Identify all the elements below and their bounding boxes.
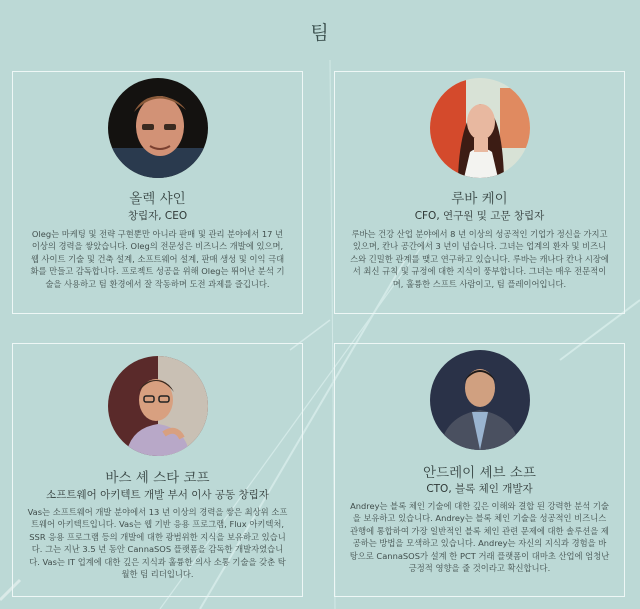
member-bio: Oleg는 마케팅 및 전략 구현뿐만 아니라 판매 및 관리 분야에서 17 년 이상의 경력을 쌓았습니다. Oleg의 전문성은 비즈니스 개발에 있으며, 웹 사이트 기술 및 건축 설계, 소프트웨어 설계, 판매 생성 및 이익 극대화를 만들고 감독합니다. 프로젝트 성공을 위해 Oleg는 뛰어난 분석 기술을 사용하고 팀 환경에서 잘 작동하며 도전 과제를 즐깁니다.	[30, 229, 285, 289]
member-bio: 루바는 건강 산업 분야에서 8 년 이상의 성공적인 기업가 정신을 가지고 있으며, 칸나 공간에서 3 년이 넘습니다. 그녀는 업계의 환자 및 비즈니스와 긴밀한 관계를 맺고 연구하고 있습니다. 루바는 캐나다 칸나 시장에서 최신 규칙 및 규정에 대한 지식이 풍부합니다. 그녀는 매우 전문적이며, 훌륭한 스프트 사람이고, 팀 플레이어입니다.	[350, 229, 609, 289]
team-card-luba	[334, 71, 625, 314]
member-bio: Vas는 소프트웨어 개발 분야에서 13 년 이상의 경력을 쌓은 최상위 소프트웨어 아키텍트입니다. Vas는 웹 기반 응용 프로그램, Flux 아키텍처, SSR 응용 프로그램 등의 개발에 대한 광범위한 지식을 보유하고 있습니다. 그는 지난 3.5 년 동안 CannaSOS 플랫폼을 감독한 개발자였습니다. Vas는 IT 업계에 대한 깊은 지식과 훌륭한 의사 소통 기술을 갖춘 탁월한 팀 리더입니다.	[27, 507, 288, 580]
member-role: 창립자, CEO	[127, 210, 188, 222]
avatar	[108, 78, 208, 178]
team-card-oleg	[12, 71, 303, 314]
avatar	[430, 78, 530, 178]
member-role: CTO, 블록 체인 개발자	[426, 483, 533, 495]
member-name: 안드레이 셰브 소프	[423, 465, 536, 481]
member-bio: Andrey는 블록 체인 기술에 대한 깊은 이해와 결합 된 강력한 분석 기술을 보유하고 있습니다. Andrey는 블록 체인 기술을 성공적인 비즈니스 관행에 통합하여 가장 일반적인 블록 체인 관련 문제에 대한 솔루션을 제공하는 방법을 모색하고 있습니다. Andrey는 자신의 지식과 경험을 바탕으로 CannaSOS가 설계 한 PCT 거래 플랫폼이 대마초 산업에 엄청난 긍정적 영향을 줄 것이라고 확신합니다.	[349, 501, 610, 574]
avatar	[108, 356, 208, 456]
avatar	[430, 350, 530, 450]
member-role: 소프트웨어 아키텍트 개발 부서 이사 공동 창립자	[46, 489, 269, 501]
team-card-vas	[12, 343, 303, 597]
member-name: 루바 케이	[451, 191, 508, 207]
member-role: CFO, 연구원 및 고문 창립자	[414, 210, 545, 222]
team-card-andrey	[334, 343, 625, 597]
member-name: 올렉 샤인	[129, 191, 186, 207]
member-name: 바스 셰 스타 코프	[105, 470, 210, 486]
section-title: 팀	[310, 22, 330, 44]
